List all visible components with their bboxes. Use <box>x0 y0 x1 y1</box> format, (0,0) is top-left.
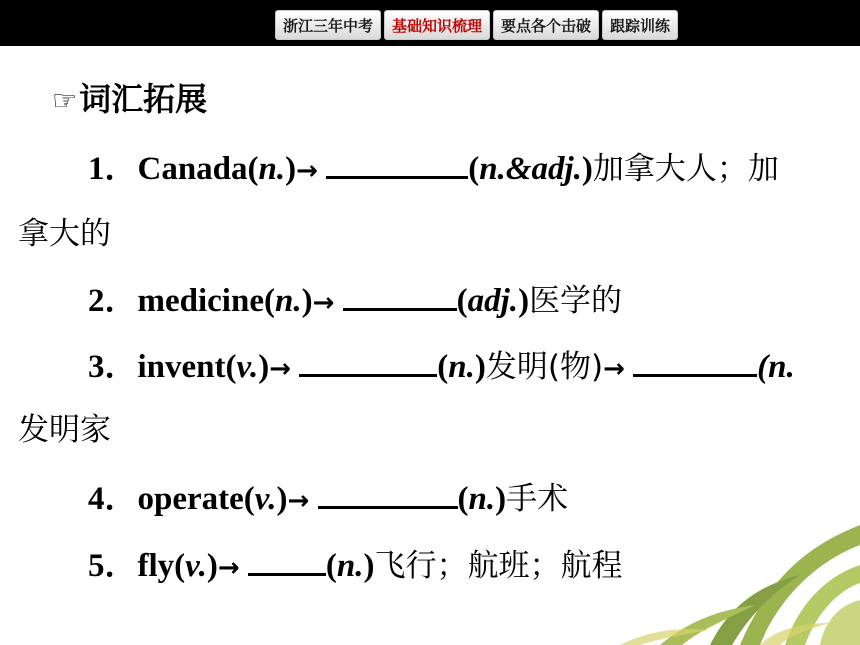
item-number: 4． <box>88 481 138 517</box>
item-number: 1． <box>88 151 138 187</box>
item-word: operate <box>137 481 244 517</box>
item-pos: n. <box>274 283 302 319</box>
answer-pos: n. <box>336 548 364 584</box>
item-pos: n. <box>258 151 286 187</box>
item-number: 5． <box>88 548 138 584</box>
top-bar <box>0 0 860 46</box>
vocab-item-2: 2．medicine(n.)→ (adj.)医学的 <box>88 280 622 323</box>
item-meaning: 医学的 <box>529 283 623 319</box>
answer-blank[interactable] <box>299 346 437 377</box>
arrow-icon: → <box>603 354 625 384</box>
vocab-item-3-cont: 发明家 <box>18 412 111 448</box>
arrow-icon: → <box>269 354 291 384</box>
arrow-icon: → <box>312 288 335 318</box>
answer-pos: n.&adj. <box>479 151 582 187</box>
vocab-item-1-cont: 拿大的 <box>18 216 111 252</box>
answer-blank[interactable] <box>248 545 326 576</box>
arrow-icon: → <box>287 486 310 516</box>
vocab-item-4: 4．operate(v.)→ (n.)手术 <box>88 478 568 521</box>
answer-blank[interactable] <box>326 148 468 179</box>
section-title: 词汇拓展 <box>79 80 208 118</box>
item-meaning: 加拿大人；加 <box>592 151 779 187</box>
vocab-item-5: 5．fly(v.)→ (n.)飞行；航班；航程 <box>88 545 623 588</box>
item-meaning: 手术 <box>506 481 569 517</box>
item-pos: v. <box>254 481 277 517</box>
item-word: Canada <box>137 151 248 187</box>
tab-key-points[interactable]: 要点各个击破 <box>493 10 599 40</box>
tab-basic-knowledge[interactable]: 基础知识梳理 <box>384 10 490 40</box>
item-pos: v. <box>185 548 207 584</box>
answer-pos: n. <box>468 481 496 517</box>
arrow-icon: → <box>296 156 318 186</box>
vocab-item-3: 3．invent(v.)→ (n.)发明(物)→ (n. <box>88 346 795 389</box>
item-word: invent <box>137 349 226 385</box>
tab-zhejiang-exams[interactable]: 浙江三年中考 <box>275 10 381 40</box>
item-meaning: 飞行；航班；航程 <box>374 548 623 584</box>
answer-pos: adj. <box>467 283 519 319</box>
item-number: 3． <box>88 349 138 385</box>
item-number: 2． <box>88 283 138 319</box>
plant-decoration-icon <box>560 505 860 645</box>
tab-tracking-practice[interactable]: 跟踪训练 <box>602 10 678 40</box>
nav-tabs <box>275 10 678 42</box>
pointing-hand-icon: ☞ <box>52 84 78 117</box>
answer-pos-2: (n. <box>757 349 795 385</box>
answer-blank[interactable] <box>318 478 458 509</box>
answer-blank[interactable] <box>343 280 457 311</box>
item-pos: v. <box>236 349 259 385</box>
answer-blank-2[interactable] <box>633 346 757 377</box>
section-heading <box>52 74 207 120</box>
item-word: fly <box>137 548 175 584</box>
item-meaning: 发明(物) <box>485 349 604 385</box>
answer-pos: n. <box>448 349 475 385</box>
vocab-item-1: 1．Canada(n.)→ (n.&adj.)加拿大人；加 <box>88 148 779 191</box>
arrow-icon: → <box>217 553 240 583</box>
item-word: medicine <box>137 283 264 319</box>
